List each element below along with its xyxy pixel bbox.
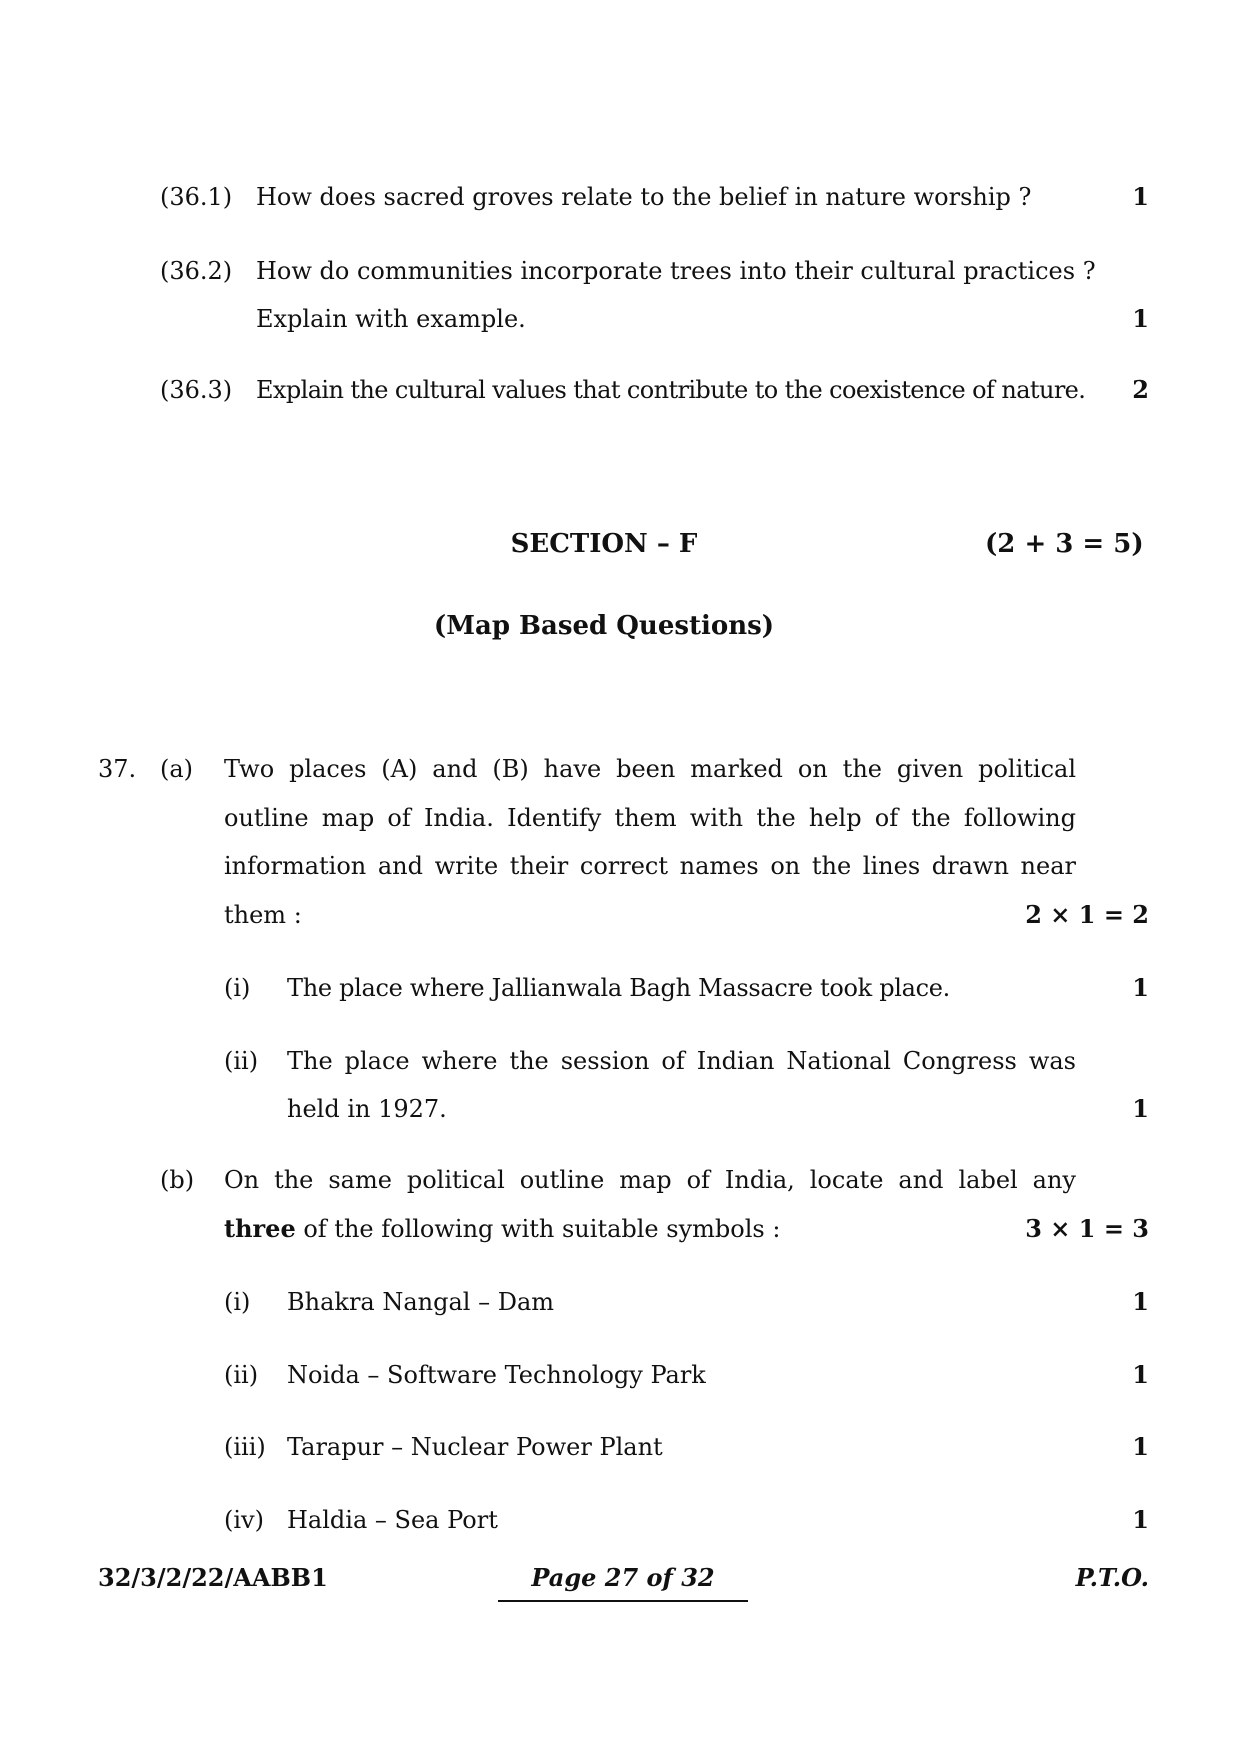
page-number: Page 27 of 32 [531,1563,715,1592]
pto-label: P.T.O. [1075,1563,1149,1592]
q36-1-number: (36.1) [160,183,233,211]
q37-b-ii-text: Noida – Software Technology Park [287,1361,706,1389]
q37-a-i-number: (i) [224,974,251,1002]
q37-b-line1: On the same political outline map of India, locate and label any [224,1166,1076,1194]
q37-b-iii-text: Tarapur – Nuclear Power Plant [287,1433,663,1461]
q37-b-iv-number: (iv) [224,1506,264,1534]
q36-3-number: (36.3) [160,376,233,404]
q36-2-text-line2: Explain with example. [256,305,526,333]
q37-b-i-text: Bhakra Nangal – Dam [287,1288,555,1316]
q37-a-ii-line2: held in 1927. [287,1095,447,1123]
q37-number: 37. [98,755,137,783]
q37-b-iv-text: Haldia – Sea Port [287,1506,498,1534]
paper-code: 32/3/2/22/AABB1 [98,1563,328,1592]
section-marks: (2 + 3 = 5) [985,529,1144,559]
q36-3-text: Explain the cultural values that contribute to the coexistence of nature. [256,376,1086,404]
q37-a-line1: Two places (A) and (B) have been marked on the given political [224,755,1076,783]
q37-b-iv-marks: 1 [1132,1505,1149,1534]
q37-a-i-marks: 1 [1132,973,1149,1002]
q37-a-ii-marks: 1 [1132,1094,1149,1123]
q37-a-label: (a) [160,755,194,783]
q37-b-ii-number: (ii) [224,1361,259,1389]
q37-b-iii-marks: 1 [1132,1432,1149,1461]
q37-b-label: (b) [160,1166,195,1194]
q37-b-ii-marks: 1 [1132,1360,1149,1389]
section-title: SECTION – F [510,529,698,559]
q37-b-bold-word: three [224,1214,296,1243]
q37-b-iii-number: (iii) [224,1433,266,1461]
q37-a-marks: 2 × 1 = 2 [1025,900,1149,929]
q37-a-line4: them : [224,901,302,929]
q36-1-text: How does sacred groves relate to the belief in nature worship ? [256,183,1032,211]
q36-2-text-line1: How do communities incorporate trees into their cultural practices ? [256,257,1096,285]
q37-a-line2: outline map of India. Identify them with the help of the following [224,804,1076,832]
q37-b-line2 [224,1214,780,1244]
q37-b-i-marks: 1 [1132,1287,1149,1316]
q37-a-i-text: The place where Jallianwala Bagh Massacre took place. [287,974,951,1002]
q37-a-ii-line1: The place where the session of Indian National Congress was [287,1047,1076,1075]
q36-2-marks: 1 [1132,304,1149,333]
q37-b-marks: 3 × 1 = 3 [1025,1214,1149,1243]
q36-2-number: (36.2) [160,257,233,285]
q37-a-ii-number: (ii) [224,1047,259,1075]
q36-3-marks: 2 [1132,375,1149,404]
q37-b-line2-rest: of the following with suitable symbols : [295,1215,781,1243]
q37-b-i-number: (i) [224,1288,251,1316]
q36-1-marks: 1 [1132,182,1149,211]
q37-a-line3: information and write their correct names on the lines drawn near [224,852,1076,880]
page-number-underline [498,1600,748,1602]
section-subtitle: (Map Based Questions) [433,611,775,641]
